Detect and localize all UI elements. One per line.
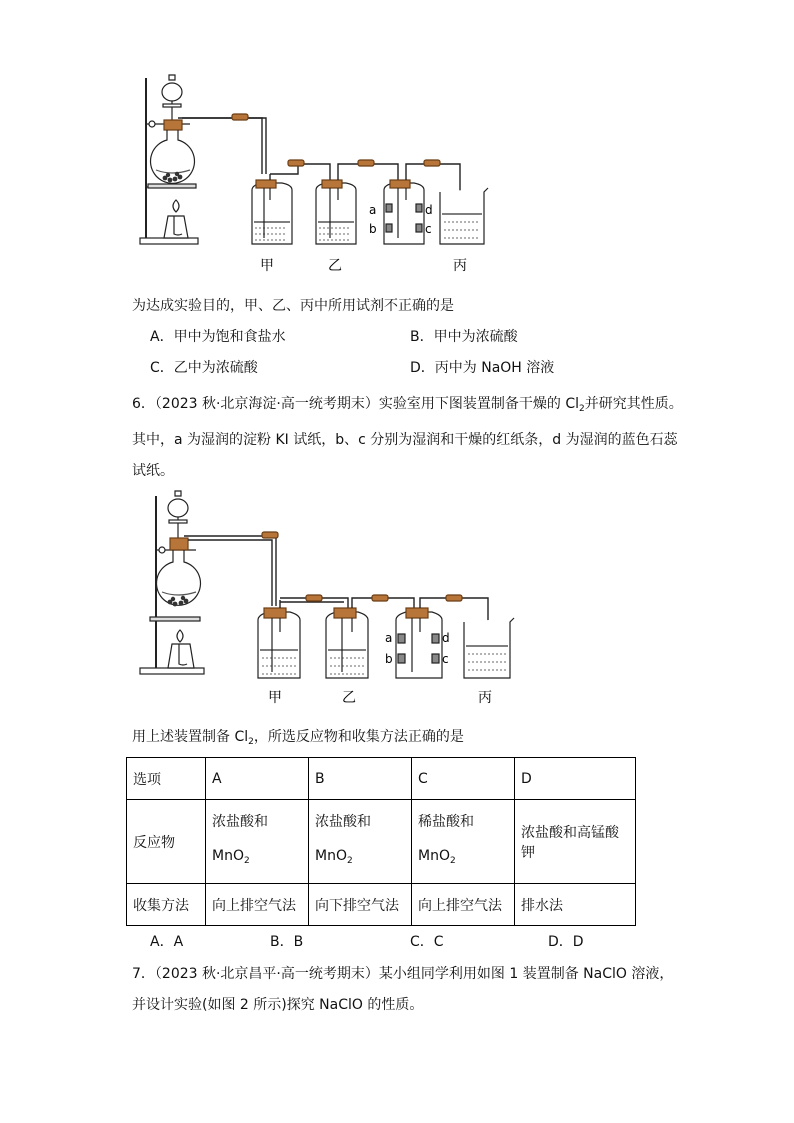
label-a: a	[369, 203, 377, 217]
q6-answer-a: A．A	[150, 934, 184, 950]
options-table	[126, 757, 636, 926]
header-cell-c: C	[412, 758, 515, 800]
header-cell-a: A	[206, 758, 309, 800]
q5-stem: 为达成实验目的，甲、乙、丙中所用试剂不正确的是	[132, 298, 454, 314]
label-c: c	[425, 222, 432, 236]
header-cell-d: D	[515, 758, 636, 800]
apparatus-diagram-2	[0, 490, 794, 710]
header-cell-option: 选项	[127, 758, 206, 800]
reactant-cell-b: 浓盐酸和 MnO$_2$	[309, 800, 412, 884]
header-cell-b: B	[309, 758, 412, 800]
q5-option-a: A．甲中为饱和食盐水	[150, 329, 286, 345]
reactant-cell-d: 浓盐酸和高锰酸钾	[515, 800, 636, 884]
label-d: d	[425, 203, 433, 217]
q6-question: 用上述装置制备 $Cl_2$，所选反应物和收集方法正确的是	[132, 729, 464, 747]
collection-cell-d: 排水法	[515, 884, 636, 926]
q5-option-b: B．甲中为浓硫酸	[410, 329, 518, 345]
collection-cell-a: 向上排空气法	[206, 884, 309, 926]
table-row-collection	[127, 884, 636, 926]
q7-line-2: 并设计实验(如图 2 所示)探究 NaClO 的性质。	[132, 997, 424, 1013]
collection-cell-c: 向上排空气法	[412, 884, 515, 926]
q6-line-2: 其中，a 为湿润的淀粉 KI 试纸，b、c 分别为湿润和干燥的红纸条，d 为湿润的蓝色石蕊	[132, 432, 678, 448]
q5-option-d: D．丙中为 NaOH 溶液	[410, 360, 555, 376]
q6-line-3: 试纸。	[132, 463, 174, 479]
apparatus-diagram-1	[0, 0, 794, 290]
q5-option-c: C．乙中为浓硫酸	[150, 360, 258, 376]
label-b-2: b	[385, 652, 393, 666]
q6-line-1: 6．（2023 秋·北京海淀·高一统考期末）实验室用下图装置制备干燥的 $Cl_2$并研究其性质。	[132, 396, 683, 414]
label-b: b	[369, 222, 377, 236]
table-header-row	[127, 758, 636, 800]
label-jia: 甲	[260, 258, 274, 274]
q7-line-1: 7．（2023 秋·北京昌平·高一统考期末）某小组同学利用如图 1 装置制备 NaClO 溶液，	[132, 966, 674, 982]
label-bing-2: 丙	[478, 690, 492, 706]
q6-answer-b: B．B	[270, 934, 304, 950]
label-yi: 乙	[328, 258, 342, 274]
label-yi-2: 乙	[342, 690, 356, 706]
reactant-cell-a: 浓盐酸和 MnO$_2$	[206, 800, 309, 884]
reactant-cell-c: 稀盐酸和 MnO$_2$	[412, 800, 515, 884]
label-d-2: d	[442, 631, 450, 645]
label-a-2: a	[385, 631, 393, 645]
q6-answer-c: C．C	[410, 934, 444, 950]
label-bing: 丙	[453, 258, 467, 274]
row-label-collection: 收集方法	[127, 884, 206, 926]
label-c-2: c	[442, 652, 449, 666]
q6-answer-d: D．D	[548, 934, 584, 950]
row-label-reactants: 反应物	[127, 800, 206, 884]
collection-cell-b: 向下排空气法	[309, 884, 412, 926]
label-jia-2: 甲	[268, 690, 282, 706]
table-row-reactants	[127, 800, 636, 884]
